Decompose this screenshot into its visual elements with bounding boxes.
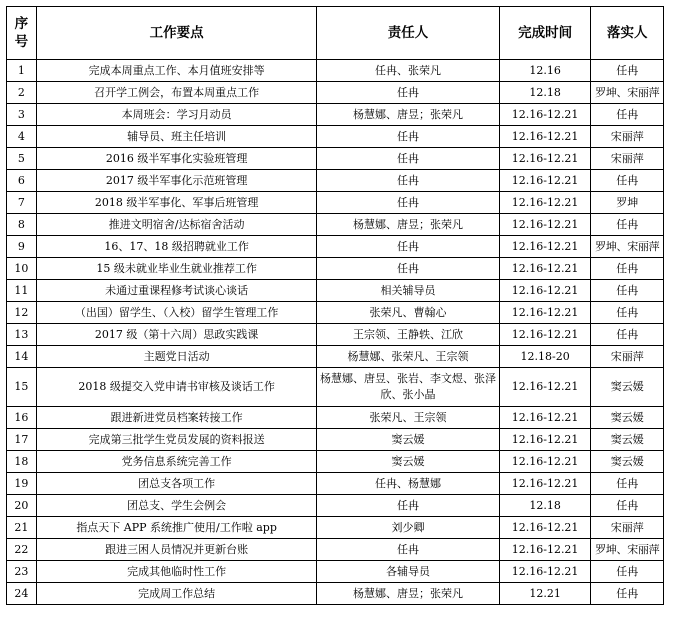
cell-implementer: 任冉: [591, 583, 664, 605]
cell-task: 2018 级提交入党申请书审核及谈话工作: [36, 368, 317, 407]
cell-time: 12.18-20: [499, 346, 591, 368]
work-plan-table: [6, 6, 664, 605]
cell-no: 17: [7, 429, 37, 451]
cell-implementer: 任冉: [591, 473, 664, 495]
cell-time: 12.18: [499, 495, 591, 517]
cell-task: 2017 级（第十六周）思政实践课: [36, 324, 317, 346]
cell-time: 12.16-12.21: [499, 561, 591, 583]
cell-no: 4: [7, 126, 37, 148]
cell-responsible: 杨慧娜、唐昱、张岩、李文煜、张泽欣、张小晶: [317, 368, 499, 407]
cell-implementer: 任冉: [591, 280, 664, 302]
cell-time: 12.16-12.21: [499, 214, 591, 236]
cell-task: 本周班会：学习月动员: [36, 104, 317, 126]
cell-time: 12.16-12.21: [499, 517, 591, 539]
cell-task: 推进文明宿舍/达标宿舍活动: [36, 214, 317, 236]
table-row: [7, 368, 664, 407]
cell-no: 19: [7, 473, 37, 495]
header-implementer: 落实人: [591, 7, 664, 60]
header-time: 完成时间: [499, 7, 591, 60]
cell-implementer: 宋丽萍: [591, 517, 664, 539]
cell-no: 3: [7, 104, 37, 126]
cell-task: 15 级未就业毕业生就业推荐工作: [36, 258, 317, 280]
cell-no: 15: [7, 368, 37, 407]
cell-time: 12.16-12.21: [499, 170, 591, 192]
cell-responsible: 杨慧娜、唐昱；张荣凡: [317, 583, 499, 605]
cell-no: 16: [7, 407, 37, 429]
table-body: [7, 60, 664, 605]
cell-task: （出国）留学生、（入校）留学生管理工作: [36, 302, 317, 324]
table-row: [7, 539, 664, 561]
cell-implementer: 宋丽萍: [591, 346, 664, 368]
cell-no: 6: [7, 170, 37, 192]
cell-no: 7: [7, 192, 37, 214]
cell-task: 团总支各项工作: [36, 473, 317, 495]
cell-time: 12.18: [499, 82, 591, 104]
cell-implementer: 任冉: [591, 495, 664, 517]
cell-responsible: 任冉: [317, 192, 499, 214]
cell-no: 24: [7, 583, 37, 605]
cell-responsible: 任冉: [317, 539, 499, 561]
cell-implementer: 任冉: [591, 258, 664, 280]
cell-time: 12.16-12.21: [499, 236, 591, 258]
table-row: [7, 148, 664, 170]
cell-no: 21: [7, 517, 37, 539]
header-no: 序号: [7, 7, 37, 60]
table-row: [7, 346, 664, 368]
table-row: [7, 236, 664, 258]
cell-responsible: 窦云媛: [317, 451, 499, 473]
cell-implementer: 窦云媛: [591, 368, 664, 407]
table-row: [7, 126, 664, 148]
cell-implementer: 任冉: [591, 324, 664, 346]
header-task: 工作要点: [36, 7, 317, 60]
cell-no: 9: [7, 236, 37, 258]
cell-time: 12.16-12.21: [499, 451, 591, 473]
cell-no: 10: [7, 258, 37, 280]
cell-no: 18: [7, 451, 37, 473]
cell-task: 团总支、学生会例会: [36, 495, 317, 517]
table-row: [7, 451, 664, 473]
cell-implementer: 窦云媛: [591, 429, 664, 451]
cell-time: 12.21: [499, 583, 591, 605]
cell-responsible: 任冉: [317, 82, 499, 104]
table-row: [7, 302, 664, 324]
cell-implementer: 宋丽萍: [591, 148, 664, 170]
cell-no: 13: [7, 324, 37, 346]
cell-responsible: 任冉: [317, 126, 499, 148]
cell-task: 2017 级半军事化示范班管理: [36, 170, 317, 192]
table-row: [7, 429, 664, 451]
table-row: [7, 324, 664, 346]
table-row: [7, 495, 664, 517]
cell-implementer: 任冉: [591, 104, 664, 126]
cell-time: 12.16-12.21: [499, 126, 591, 148]
cell-implementer: 罗坤: [591, 192, 664, 214]
cell-no: 12: [7, 302, 37, 324]
cell-responsible: 任冉: [317, 148, 499, 170]
cell-responsible: 任冉: [317, 495, 499, 517]
cell-time: 12.16-12.21: [499, 192, 591, 214]
cell-task: 跟进三困人员情况并更新台账: [36, 539, 317, 561]
header-responsible: 责任人: [317, 7, 499, 60]
cell-responsible: 杨慧娜、唐昱；张荣凡: [317, 104, 499, 126]
table-row: [7, 517, 664, 539]
cell-responsible: 窦云媛: [317, 429, 499, 451]
table-row: [7, 60, 664, 82]
cell-task: 2016 级半军事化实验班管理: [36, 148, 317, 170]
cell-no: 5: [7, 148, 37, 170]
cell-task: 未通过重课程修考试谈心谈话: [36, 280, 317, 302]
table-header-row: [7, 7, 664, 60]
cell-time: 12.16-12.21: [499, 148, 591, 170]
cell-implementer: 窦云媛: [591, 407, 664, 429]
cell-responsible: 任冉: [317, 236, 499, 258]
cell-responsible: 任冉: [317, 258, 499, 280]
cell-responsible: 任冉、张荣凡: [317, 60, 499, 82]
cell-implementer: 罗坤、宋丽萍: [591, 539, 664, 561]
cell-task: 2018 级半军事化、军事后班管理: [36, 192, 317, 214]
cell-responsible: 杨慧娜、张荣凡、王宗领: [317, 346, 499, 368]
table-row: [7, 280, 664, 302]
cell-implementer: 任冉: [591, 60, 664, 82]
cell-time: 12.16-12.21: [499, 473, 591, 495]
table-row: [7, 407, 664, 429]
cell-responsible: 王宗领、王静轶、江欣: [317, 324, 499, 346]
cell-responsible: 各辅导员: [317, 561, 499, 583]
cell-task: 主题党日活动: [36, 346, 317, 368]
cell-implementer: 罗坤、宋丽萍: [591, 82, 664, 104]
cell-implementer: 宋丽萍: [591, 126, 664, 148]
cell-responsible: 相关辅导员: [317, 280, 499, 302]
cell-responsible: 刘少卿: [317, 517, 499, 539]
cell-implementer: 窦云媛: [591, 451, 664, 473]
cell-task: 完成第三批学生党员发展的资料报送: [36, 429, 317, 451]
table-row: [7, 214, 664, 236]
cell-implementer: 任冉: [591, 561, 664, 583]
table-row: [7, 192, 664, 214]
cell-task: 16、17、18 级招聘就业工作: [36, 236, 317, 258]
cell-task: 辅导员、班主任培训: [36, 126, 317, 148]
cell-task: 完成本周重点工作、本月值班安排等: [36, 60, 317, 82]
cell-time: 12.16-12.21: [499, 368, 591, 407]
cell-task: 党务信息系统完善工作: [36, 451, 317, 473]
cell-responsible: 张荣凡、王宗领: [317, 407, 499, 429]
cell-responsible: 任冉: [317, 170, 499, 192]
cell-time: 12.16-12.21: [499, 407, 591, 429]
cell-implementer: 罗坤、宋丽萍: [591, 236, 664, 258]
cell-time: 12.16-12.21: [499, 429, 591, 451]
table-row: [7, 170, 664, 192]
cell-implementer: 任冉: [591, 302, 664, 324]
cell-responsible: 杨慧娜、唐昱；张荣凡: [317, 214, 499, 236]
cell-task: 完成周工作总结: [36, 583, 317, 605]
cell-task: 指点天下 APP 系统推广使用/工作啦 app: [36, 517, 317, 539]
table-row: [7, 561, 664, 583]
table-row: [7, 82, 664, 104]
cell-no: 14: [7, 346, 37, 368]
table-row: [7, 104, 664, 126]
cell-time: 12.16-12.21: [499, 324, 591, 346]
cell-no: 8: [7, 214, 37, 236]
cell-time: 12.16-12.21: [499, 258, 591, 280]
cell-no: 23: [7, 561, 37, 583]
cell-implementer: 任冉: [591, 214, 664, 236]
cell-time: 12.16-12.21: [499, 280, 591, 302]
table-row: [7, 473, 664, 495]
cell-no: 20: [7, 495, 37, 517]
cell-no: 22: [7, 539, 37, 561]
cell-task: 召开学工例会，布置本周重点工作: [36, 82, 317, 104]
cell-responsible: 张荣凡、曹翰心: [317, 302, 499, 324]
cell-time: 12.16: [499, 60, 591, 82]
cell-time: 12.16-12.21: [499, 302, 591, 324]
cell-implementer: 任冉: [591, 170, 664, 192]
cell-task: 跟进新进党员档案转接工作: [36, 407, 317, 429]
cell-no: 1: [7, 60, 37, 82]
cell-responsible: 任冉、杨慧娜: [317, 473, 499, 495]
table-row: [7, 583, 664, 605]
cell-no: 11: [7, 280, 37, 302]
cell-no: 2: [7, 82, 37, 104]
cell-time: 12.16-12.21: [499, 539, 591, 561]
cell-time: 12.16-12.21: [499, 104, 591, 126]
cell-task: 完成其他临时性工作: [36, 561, 317, 583]
table-row: [7, 258, 664, 280]
